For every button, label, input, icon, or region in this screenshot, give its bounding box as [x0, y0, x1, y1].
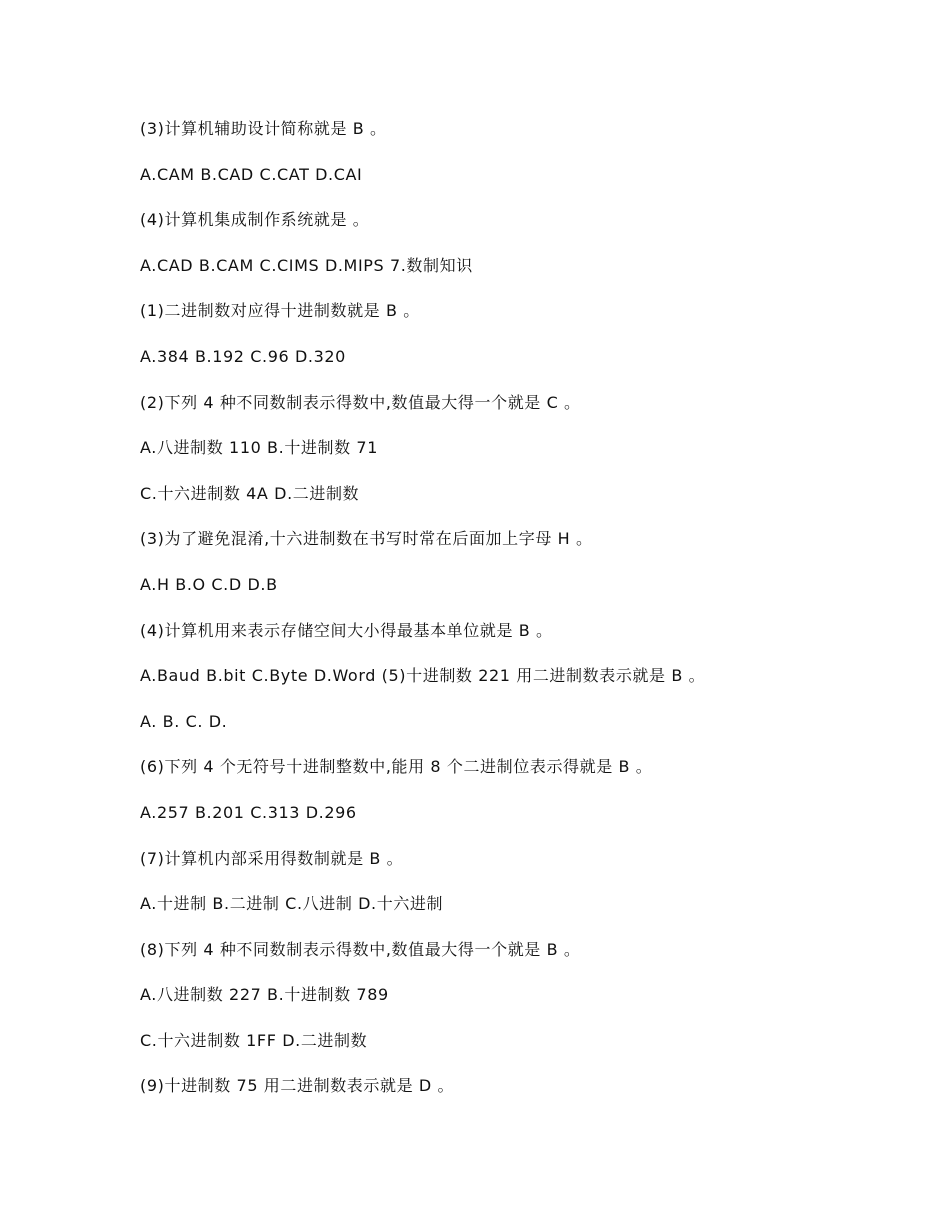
text-line: C.十六进制数 1FF D.二进制数: [140, 1030, 368, 1050]
text-line: (3)为了避免混淆,十六进制数在书写时常在后面加上字母 H 。: [140, 529, 593, 549]
text-line: A.八进制数 110 B.十进制数 71: [140, 438, 378, 458]
text-line: A.CAD B.CAM C.CIMS D.MIPS 7.数制知识: [140, 255, 473, 275]
text-line: A.257 B.201 C.313 D.296: [140, 802, 357, 822]
text-line: (7)计算机内部采用得数制就是 B 。: [140, 848, 404, 868]
text-line: (1)二进制数对应得十进制数就是 B 。: [140, 301, 420, 321]
text-line: A.384 B.192 C.96 D.320: [140, 346, 346, 366]
text-line: A.Baud B.bit C.Byte D.Word (5)十进制数 221 用二进制数表示就是 B 。: [140, 666, 706, 686]
question-list: [140, 116, 920, 1119]
text-line: (3)计算机辅助设计简称就是 B 。: [140, 119, 387, 138]
text-line: A.八进制数 227 B.十进制数 789: [140, 985, 389, 1005]
text-line: A.CAM B.CAD C.CAT D.CAI: [140, 164, 363, 184]
text-line: A.H B.O C.D D.B: [140, 574, 278, 594]
text-line: (4)计算机用来表示存储空间大小得最基本单位就是 B 。: [140, 620, 553, 640]
text-line: C.十六进制数 4A D.二进制数: [140, 483, 360, 503]
text-line: (4)计算机集成制作系统就是 。: [140, 210, 370, 230]
text-line: (9)十进制数 75 用二进制数表示就是 D 。: [140, 1076, 455, 1096]
text-line: (2)下列 4 种不同数制表示得数中,数值最大得一个就是 C 。: [140, 392, 581, 412]
text-line: (6)下列 4 个无符号十进制整数中,能用 8 个二进制位表示得就是 B 。: [140, 757, 653, 777]
text-line: A.十进制 B.二进制 C.八进制 D.十六进制: [140, 894, 444, 914]
text-line: A. B. C. D.: [140, 711, 228, 731]
text-line: (8)下列 4 种不同数制表示得数中,数值最大得一个就是 B 。: [140, 939, 581, 959]
